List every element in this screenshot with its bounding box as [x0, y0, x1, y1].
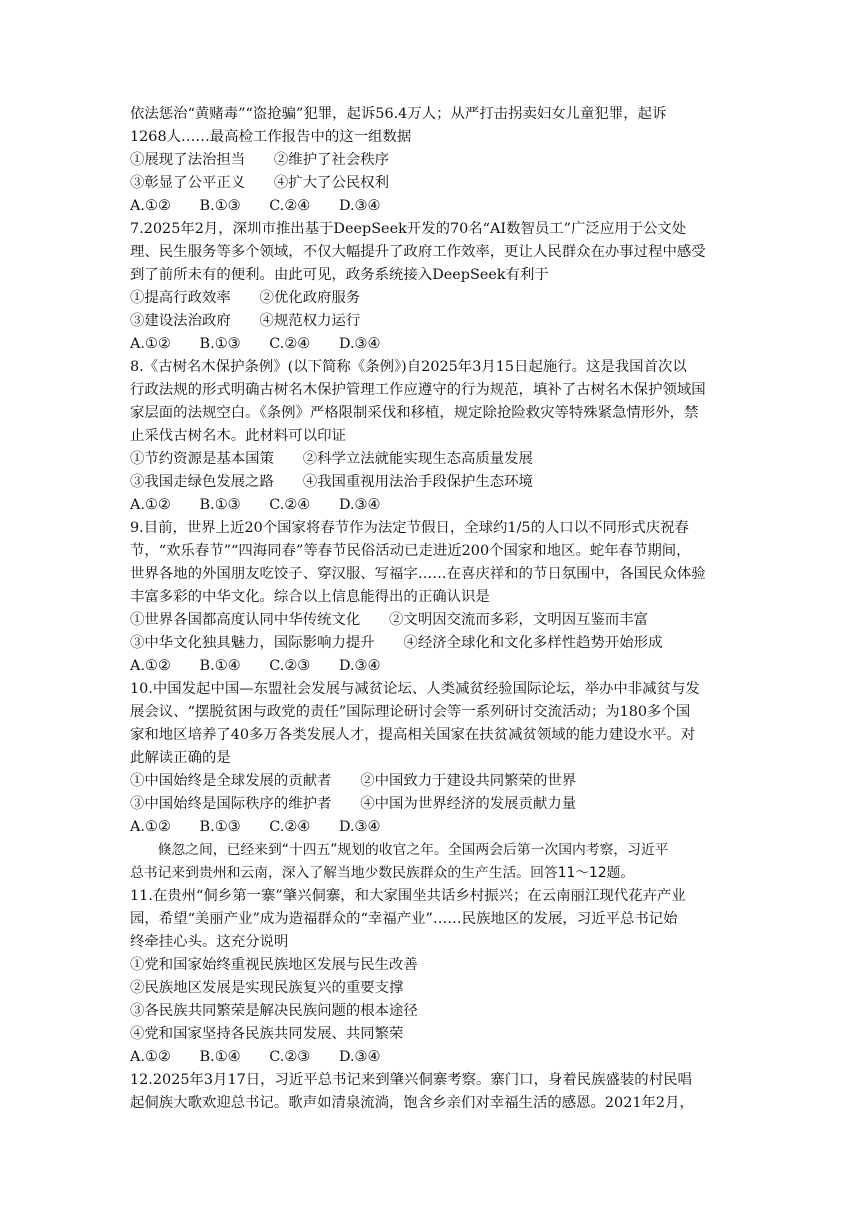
- text-line: 世界各地的外国朋友吃饺子、穿汉服、写福字……在喜庆祥和的节日氛围中，各国民众体验: [130, 566, 706, 582]
- text-line: 家层面的法规空白。《条例》严格限制采伐和移植，规定除抢险救灾等特殊紧急情形外，禁: [130, 405, 699, 421]
- option-line: ①展现了法治担当 ②维护了社会秩序: [130, 152, 390, 168]
- answer-choices: A.①② B.①④ C.②③ D.③④: [130, 1049, 381, 1065]
- option-line: ①提高行政效率 ②优化政府服务: [130, 290, 361, 306]
- answer-choices: A.①② B.①③ C.②④ D.③④: [130, 819, 381, 835]
- text-line: 家和地区培养了40多万各类发展人才，提高相关国家在扶贫减贫领域的能力建设水平。对: [130, 727, 696, 743]
- option-line: ④党和国家坚持各民族共同发展、共同繁荣: [130, 1026, 404, 1042]
- option-line: ③建设法治政府 ④规范权力运行: [130, 313, 361, 329]
- material-intro: 倏忽之间，已经来到“十四五”规划的收官之年。全国两会后第一次国内考察，习近平: [130, 842, 669, 858]
- text-line: 止采伐古树名木。此材料可以印证: [130, 428, 346, 444]
- question-9: 9.目前，世界上近20个国家将春节作为法定节假日，全球约1/5的人口以不同形式庆祝春: [130, 520, 689, 536]
- text-line: 依法惩治“黄赌毒”“盗抢骗”犯罪，起诉56.4万人；从严打击拐卖妇女儿童犯罪，起诉: [130, 106, 667, 122]
- question-12: 12.2025年3月17日，习近平总书记来到肇兴侗寨考察。寨门口，身着民族盛装的村民唱: [130, 1072, 692, 1088]
- document-page: [130, 103, 740, 1115]
- answer-choices: A.①② B.①③ C.②④ D.③④: [130, 336, 381, 352]
- text-line: 丰富多彩的中华文化。综合以上信息能得出的正确认识是: [130, 589, 490, 605]
- text-line: 终牵挂心头。这充分说明: [130, 934, 289, 950]
- option-line: ①世界各国都高度认同中华传统文化 ②文明因交流而多彩，文明因互鉴而丰富: [130, 612, 649, 628]
- option-line: ③我国走绿色发展之路 ④我国重视用法治手段保护生态环境: [130, 474, 533, 490]
- answer-choices: A.①② B.①③ C.②④ D.③④: [130, 497, 381, 513]
- question-10: 10.中国发起中国—东盟社会发展与减贫论坛、人类减贫经验国际论坛，举办中非减贫与发: [130, 681, 700, 697]
- answer-choices: A.①② B.①③ C.②④ D.③④: [130, 198, 381, 214]
- question-7: 7.2025年2月，深圳市推出基于DeepSeek开发的70名“AI数智员工”广泛应用于公文处: [130, 221, 687, 237]
- answer-choices: A.①② B.①④ C.②③ D.③④: [130, 658, 381, 674]
- option-line: ③彰显了公平正义 ④扩大了公民权利: [130, 175, 390, 191]
- option-line: ①党和国家始终重视民族地区发展与民生改善: [130, 957, 418, 973]
- option-line: ③中华文化独具魅力，国际影响力提升 ④经济全球化和文化多样性趋势开始形成: [130, 635, 663, 651]
- option-line: ①节约资源是基本国策 ②科学立法就能实现生态高质量发展: [130, 451, 533, 467]
- text-line: 1268人……最高检工作报告中的这一组数据: [130, 129, 412, 145]
- option-line: ③各民族共同繁荣是解决民族问题的根本途径: [130, 1003, 418, 1019]
- text-line: 此解读正确的是: [130, 750, 231, 766]
- text-line: 理、民生服务等多个领域，不仅大幅提升了政府工作效率，更让人民群众在办事过程中感受: [130, 244, 706, 260]
- material-intro: 总书记来到贵州和云南，深入了解当地少数民族群众的生产生活。回答11～12题。: [130, 865, 635, 881]
- option-line: ③中国始终是国际秩序的维护者 ④中国为世界经济的发展贡献力量: [130, 796, 577, 812]
- text-line: 行政法规的形式明确古树名木保护管理工作应遵守的行为规范，填补了古树名木保护领域国: [130, 382, 706, 398]
- text-line: 园，希望“美丽产业”成为造福群众的“幸福产业”……民族地区的发展，习近平总书记始: [130, 911, 678, 927]
- text-line: 展会议、“摆脱贫困与政党的责任”国际理论研讨会等一系列研讨交流活动；为180多个国: [130, 704, 691, 720]
- question-11: 11.在贵州“侗乡第一寨”肇兴侗寨，和大家围坐共话乡村振兴；在云南丽江现代花卉产业: [130, 888, 686, 904]
- text-line: 到了前所未有的便利。由此可见，政务系统接入DeepSeek有利于: [130, 267, 549, 283]
- option-line: ①中国始终是全球发展的贡献者 ②中国致力于建设共同繁荣的世界: [130, 773, 577, 789]
- option-line: ②民族地区发展是实现民族复兴的重要支撑: [130, 980, 404, 996]
- text-line: 起侗族大歌欢迎总书记。歌声如清泉流淌，饱含乡亲们对幸福生活的感恩。2021年2月，: [130, 1095, 694, 1111]
- text-line: 节，“欢乐春节”“四海同春”等春节民俗活动已走进近200个国家和地区。蛇年春节期间，: [130, 543, 691, 559]
- question-8: 8.《古树名木保护条例》(以下简称《条例》)自2025年3月15日起施行。这是我国首次以: [130, 359, 687, 375]
